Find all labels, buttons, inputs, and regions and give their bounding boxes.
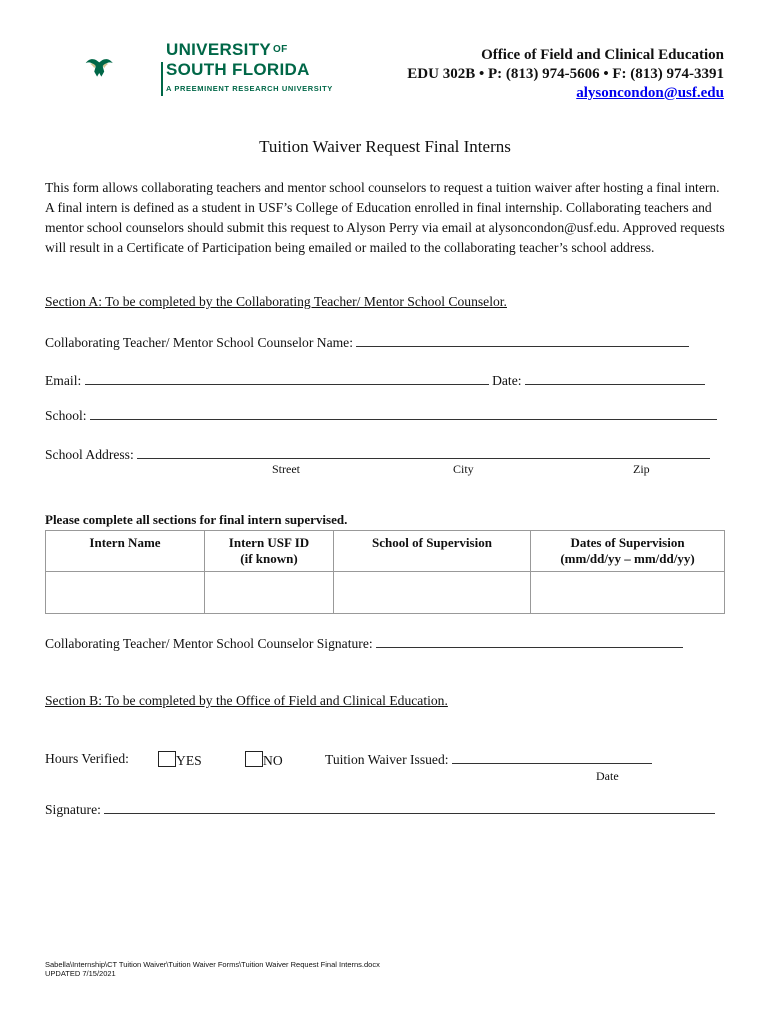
yes-label: YES	[176, 753, 202, 768]
footer-updated: UPDATED 7/15/2021	[45, 969, 116, 978]
column-header: School of Supervision	[334, 531, 531, 572]
signature-b-line[interactable]	[104, 801, 715, 814]
date-input-line[interactable]	[525, 372, 705, 385]
intro-paragraph: This form allows collaborating teachers and mentor school counselors to request a tuition waiver after hosting a final intern. A final intern is defined as a student in USF’s College of Education enrolled in final internship. Collaborating teachers and mentor school counselors should submit this request to Alyson Perry via email at alysoncondon@usf.edu. Approved requests will result in a Certificate of Participation being emailed or mailed to the collaborating teacher’s school address.	[45, 180, 725, 255]
intern-table-instruction: Please complete all sections for final intern supervised.	[45, 512, 348, 527]
address-input-line[interactable]	[137, 446, 710, 459]
office-name: Office of Field and Clinical Education	[481, 47, 724, 63]
waiver-date-line[interactable]	[452, 751, 652, 764]
school-input-line[interactable]	[90, 407, 717, 420]
waiver-issued-label: Tuition Waiver Issued:	[325, 752, 449, 767]
document-footer	[45, 960, 380, 978]
address-label: School Address:	[45, 447, 134, 462]
section-a-heading: Section A: To be completed by the Collaborating Teacher/ Mentor School Counselor.	[45, 294, 507, 309]
section-b-heading: Section B: To be completed by the Office of Field and Clinical Education.	[45, 693, 448, 708]
email-input-line[interactable]	[85, 372, 489, 385]
signature-a-line[interactable]	[376, 635, 683, 648]
logo-divider	[161, 62, 163, 96]
office-email-link[interactable]: alysoncondon@usf.edu	[576, 85, 724, 101]
intern-name-cell[interactable]	[46, 572, 205, 614]
signature-a-row	[45, 635, 683, 652]
date-label: Date:	[492, 373, 522, 388]
hours-verified-label: Hours Verified:	[45, 751, 129, 766]
dates-cell[interactable]	[531, 572, 725, 614]
table-row	[46, 572, 725, 614]
school-label: School:	[45, 408, 87, 423]
no-option	[245, 751, 283, 769]
school-cell[interactable]	[334, 572, 531, 614]
school-field-row	[45, 407, 717, 424]
yes-checkbox[interactable]	[158, 751, 176, 767]
no-label: NO	[263, 753, 283, 768]
intern-id-cell[interactable]	[205, 572, 334, 614]
name-input-line[interactable]	[356, 334, 689, 347]
form-title: Tuition Waiver Request Final Interns	[259, 137, 511, 156]
signature-a-label: Collaborating Teacher/ Mentor School Counselor Signature:	[45, 636, 373, 651]
email-date-row	[45, 372, 705, 389]
no-checkbox[interactable]	[245, 751, 263, 767]
usf-bull-logo	[85, 36, 165, 98]
name-field-row	[45, 334, 689, 351]
column-header: Intern Name	[46, 531, 205, 572]
office-contact: EDU 302B • P: (813) 974-5606 • F: (813) 974-3391	[407, 66, 724, 82]
street-caption: Street	[272, 462, 300, 476]
intern-table	[45, 530, 725, 614]
address-field-row	[45, 446, 710, 463]
office-contact-block	[407, 46, 724, 103]
signature-b-row	[45, 801, 715, 818]
waiver-issued-row	[325, 751, 652, 768]
waiver-date-caption: Date	[596, 769, 619, 783]
logo-tagline: A PREEMINENT RESEARCH UNIVERSITY	[166, 84, 333, 93]
zip-caption: Zip	[633, 462, 650, 476]
name-label: Collaborating Teacher/ Mentor School Counselor Name:	[45, 335, 353, 350]
footer-file-path: Sabella\Internship\CT Tuition Waiver\Tuition Waiver Forms\Tuition Waiver Request Final Interns.docx	[45, 960, 380, 969]
column-header: Dates of Supervision (mm/dd/yy – mm/dd/yy)	[531, 531, 725, 572]
signature-b-label: Signature:	[45, 802, 101, 817]
university-wordmark: UNIVERSITY $^{OF}$ SOUTH FLORIDA A PREEMINENT RESEARCH UNIVERSITY	[166, 40, 333, 93]
table-header-row	[46, 531, 725, 572]
city-caption: City	[453, 462, 474, 476]
email-label: Email:	[45, 373, 82, 388]
column-header: Intern USF ID (if known)	[205, 531, 334, 572]
yes-option	[158, 751, 202, 769]
